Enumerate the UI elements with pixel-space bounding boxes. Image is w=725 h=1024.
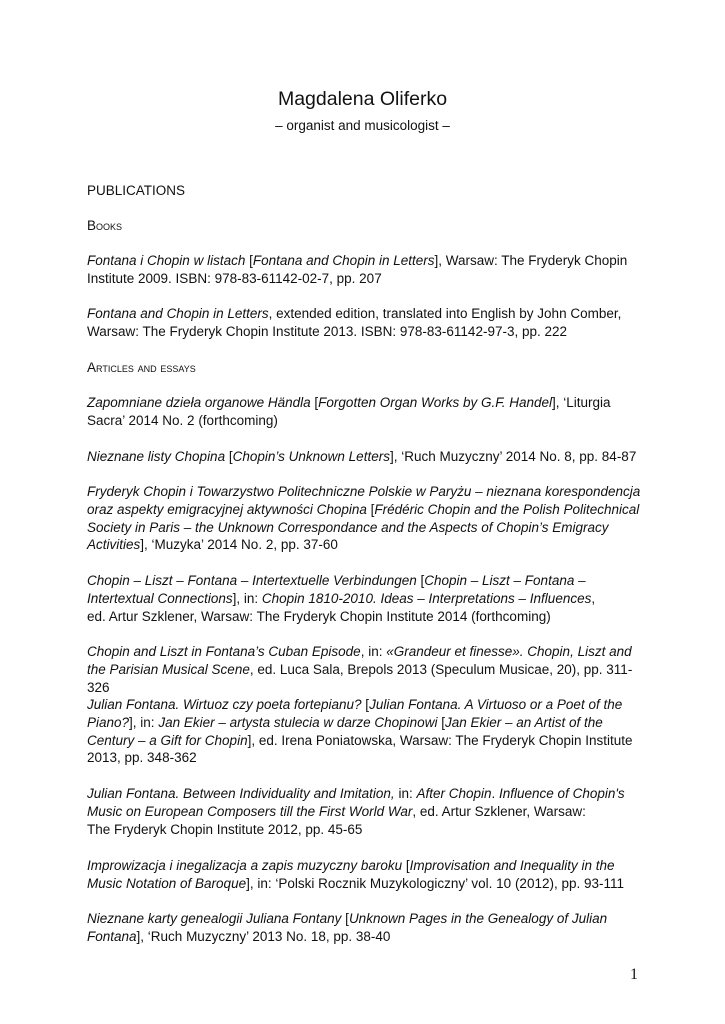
article-entry bbox=[87, 643, 647, 696]
citation-text: [ bbox=[416, 573, 425, 588]
article-entry bbox=[87, 483, 647, 554]
italic-title-text: Chopin and Liszt in Fontana’s Cuban Episode bbox=[87, 644, 361, 659]
author-name: Magdalena Oliferko bbox=[277, 88, 448, 110]
italic-title-text: Improwizacja i inegalizacja a zapis muzyczny baroku bbox=[87, 858, 403, 873]
citation-text: ], ‘Ruch Muzyczny’ 2013 No. 18, pp. 38-40 bbox=[136, 928, 391, 944]
italic-title-text: Chopin – Liszt – Fontana – Intertextuelle Verbindungen bbox=[87, 573, 417, 588]
italic-title-text: Frédéric Chopin and the Polish Politechnical Society in Paris – the Unknown Correspondance and the Aspects of Chopin’s Emigracy Activities bbox=[87, 501, 640, 553]
italic-title-text: Jan Ekier – an Artist of the Century – a Gift for Chopin bbox=[87, 714, 603, 748]
article-entry bbox=[87, 696, 647, 767]
italic-title-text: Fontana and Chopin in Letters bbox=[252, 253, 435, 268]
citation-text: [ bbox=[437, 714, 445, 730]
citation-text: [ bbox=[366, 501, 375, 517]
author-subtitle: – organist and musicologist – bbox=[275, 118, 450, 133]
italic-title-text: Jan Ekier – artysta stulecia w darze Chopinowi bbox=[158, 714, 438, 730]
citation-text: [ bbox=[341, 911, 349, 926]
citation-text: ], in: ‘Polski Rocznik Muzykologiczny’ vol. 10 (2012), pp. 93-111 bbox=[246, 875, 625, 891]
citation-text: , extended edition, translated into English by John Comber, Warsaw: The Fryderyk Chopin Institute 2013. ISBN: 978-83-61142-97-3, pp. 222 bbox=[87, 306, 622, 339]
citation-text: , ed. Artur Szklener, Warsaw: bbox=[412, 803, 586, 819]
page-number: 1 bbox=[630, 966, 638, 983]
citation-text: ], Warsaw: The Fryderyk Chopin Institute 2009. ISBN: 978-83-61142-02-7, pp. 207 bbox=[87, 253, 628, 286]
citation-text: [ bbox=[225, 449, 233, 464]
italic-title-text: Improvisation and Inequality in the Music Notation of Baroque bbox=[87, 858, 615, 891]
publications-heading: PUBLICATIONS bbox=[87, 183, 186, 198]
article-entry bbox=[87, 448, 647, 466]
italic-title-text: Influence of Chopin's Music on European Composers till the First World War bbox=[87, 786, 625, 819]
italic-title-text: Chopin – Liszt – Fontana – Intertextual Connections bbox=[87, 573, 586, 606]
article-entry bbox=[87, 857, 647, 893]
citation-text: ], ‘Muzyka’ 2014 No. 2, pp. 37-60 bbox=[140, 537, 338, 553]
italic-title-text: Julian Fontana. A Virtuoso or a Poet of the Piano? bbox=[87, 697, 623, 730]
citation-text: ], ed. Irena Poniatowska, Warsaw: The Fryderyk Chopin Institute 2013, pp. 348-362 bbox=[87, 732, 633, 766]
italic-title-text: Fontana i Chopin w listach bbox=[87, 253, 246, 268]
italic-title-text: Fontana and Chopin in Letters bbox=[87, 306, 269, 321]
citation-text: , bbox=[591, 590, 596, 606]
italic-title-text: After Chopin bbox=[416, 786, 492, 801]
citation-text: in: bbox=[394, 786, 417, 801]
article-entry bbox=[87, 572, 647, 625]
citation-text: ], ‘Liturgia Sacra’ 2014 No. 2 (forthcoming) bbox=[87, 395, 611, 428]
italic-title-text: Fryderyk Chopin i Towarzystwo Politechniczne Polskie w Paryżu – nieznana korespondencja oraz aspekty emigracyjnej aktywności Chopina bbox=[87, 484, 641, 517]
citation-text: , in: bbox=[360, 644, 387, 659]
italic-title-text: Zapomniane dzieła organowe Händla bbox=[87, 395, 311, 410]
italic-title-text: Chopin 1810-2010. Ideas – Interpretations – Influences bbox=[261, 590, 592, 606]
article-entry bbox=[87, 910, 647, 946]
books-heading: Books bbox=[87, 218, 123, 233]
article-entry bbox=[87, 394, 647, 430]
italic-title-text: Forgotten Organ Works by G.F. Handel bbox=[318, 395, 553, 410]
italic-title-text: Julian Fontana. Between Individuality and Imitation, bbox=[87, 786, 395, 801]
italic-title-text: Chopin’s Unknown Letters bbox=[232, 449, 390, 464]
italic-title-text: Nieznane listy Chopina bbox=[87, 449, 226, 464]
citation-text: [ bbox=[310, 395, 319, 410]
book-entry bbox=[87, 305, 647, 341]
citation-text: ], ‘Ruch Muzyczny’ 2014 No. 8, pp. 84-87 bbox=[389, 449, 637, 464]
citation-text: ], in: bbox=[232, 590, 262, 606]
italic-title-text: Julian Fontana. Wirtuoz czy poeta fortepianu? bbox=[87, 697, 362, 712]
citation-text: ], in: bbox=[129, 714, 159, 730]
article-entry bbox=[87, 785, 647, 838]
citation-text: [ bbox=[402, 858, 410, 873]
citation-text: The Fryderyk Chopin Institute 2012, pp. 45-65 bbox=[87, 821, 363, 837]
italic-title-text: Unknown Pages in the Genealogy of Julian Fontana bbox=[87, 911, 608, 944]
citation-text: [ bbox=[245, 253, 253, 268]
italic-title-text: Nieznane karty genealogii Juliana Fontany bbox=[87, 911, 342, 926]
book-entry bbox=[87, 252, 647, 288]
citation-text: [ bbox=[361, 697, 370, 712]
citation-text: . bbox=[491, 786, 500, 801]
citation-text: , ed. Luca Sala, Brepols 2013 (Speculum Musicae, 20), pp. 311-326 bbox=[87, 661, 633, 695]
articles-heading: Articles and essays bbox=[87, 360, 196, 375]
italic-title-text: «Grandeur et finesse». Chopin, Liszt and the Parisian Musical Scene bbox=[87, 644, 632, 677]
citation-text: ed. Artur Szklener, Warsaw: The Fryderyk Chopin Institute 2014 (forthcoming) bbox=[87, 608, 551, 624]
